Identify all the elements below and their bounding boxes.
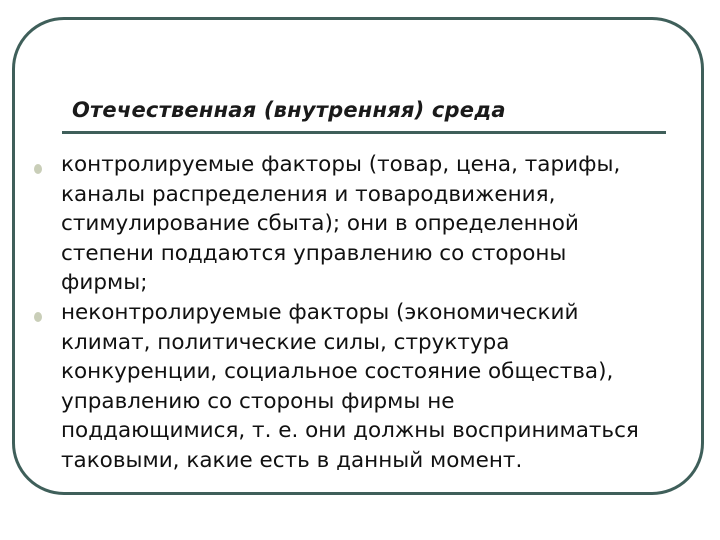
bullet-text-line: управлению со стороны фирмы не [61, 388, 455, 414]
bullet-text-line: неконтролируемые факторы (экономический [61, 299, 579, 325]
bullet-dot-icon [34, 312, 42, 322]
bullet-text-line: контролируемые факторы (товар, цена, тарифы, [61, 152, 621, 177]
bullet-text-line: каналы распределения и товародвижения, [61, 181, 556, 207]
title-underline [62, 131, 666, 134]
bullet-text-line: степени поддаются управлению со стороны [61, 240, 567, 266]
bullet-text-line: климат, политические силы, структура [61, 329, 510, 355]
bullet-text-line: фирмы; [61, 270, 148, 296]
bullet-text-line: стимулирование сбыта); они в определенной [61, 211, 579, 237]
bullet-item-controllable-factors [34, 150, 704, 298]
bullet-text-line: конкуренции, социальное состояние общества), [61, 359, 614, 385]
bullet-text-line: таковыми, какие есть в данный момент. [61, 447, 523, 473]
bullet-dot-icon [34, 164, 42, 174]
bullet-item-uncontrollable-factors [34, 298, 704, 476]
bullet-list [34, 150, 704, 476]
slide-title: Отечественная (внутренняя) среда [72, 98, 506, 122]
bullet-text-line: поддающимися, т. е. они должны восприниматься [61, 418, 639, 444]
